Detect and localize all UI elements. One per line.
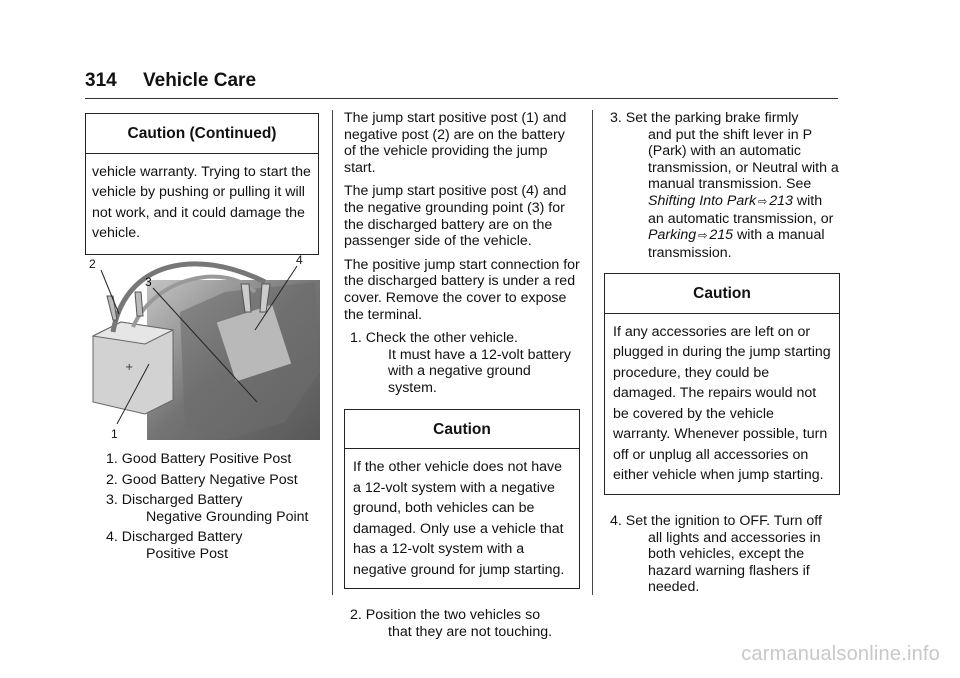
caution-box <box>604 273 840 495</box>
caution-box <box>344 409 580 590</box>
column-divider <box>332 110 333 595</box>
jump-start-diagram <box>85 252 320 440</box>
svg-text:+: + <box>125 362 134 373</box>
step-3: 3. Set the parking brake firmly and put the shift lever in P (Park) with an automatic transmission, or Neutral with a manual transmission. See Shifting Into Park ⇨ 213 with an automatic transmission, or Parking ⇨ 215 with a manual transmission. <box>610 110 839 261</box>
cross-reference-link[interactable]: Shifting Into Park ⇨ 213 <box>648 192 793 209</box>
column-3 <box>604 110 840 603</box>
callout-2: 2 <box>89 257 96 271</box>
caution-box-continued <box>85 113 319 255</box>
section-title: Vehicle Care <box>143 70 257 91</box>
callout-1: 1 <box>111 427 118 440</box>
step-4: 4. Set the ignition to OFF. Turn off all lights and accessories in both vehicles, except the hazard warning flashers if needed. <box>610 512 822 596</box>
legend-item: 2. Good Battery Negative Post <box>106 471 298 488</box>
page-header <box>85 70 256 92</box>
legend-list <box>106 451 328 567</box>
legend-item: 4. Discharged Battery Positive Post <box>106 529 243 562</box>
column-divider <box>592 110 593 595</box>
callout-3: 3 <box>145 275 152 289</box>
caution-body: vehicle warranty. Trying to start the vehicle by pushing or pulling it will not work, and it could damage the vehicle. <box>92 163 311 242</box>
caution-body: If the other vehicle does not have a 12-volt system with a negative ground, both vehicles can be damaged. Only use a vehicle that has a 12-volt system with a negative ground for jump starting. <box>353 459 565 578</box>
legend-item: 3. Discharged Battery Negative Grounding Point <box>106 492 309 525</box>
watermark: carmanualsonline.info <box>741 643 940 665</box>
paragraph: The jump start positive post (4) and the negative grounding point (3) for the discharged battery are on the passenger side of the vehicle. <box>344 183 567 250</box>
caution-body: If any accessories are left on or plugged in during the jump starting procedure, they could be damaged. The repairs would not be covered by the vehicle warranty. Whenever possible, turn off or unplug all accessories on either vehicle when jump starting. <box>613 323 831 484</box>
legend-item: 1. Good Battery Positive Post <box>106 451 292 467</box>
page-number: 314 <box>85 70 117 91</box>
paragraph: The jump start positive post (1) and negative post (2) are on the battery of the vehicle providing the jump start. <box>344 110 567 176</box>
caution-title: Caution <box>345 410 579 450</box>
callout-4: 4 <box>296 253 303 267</box>
cable-clamp <box>135 292 143 316</box>
cross-reference-link[interactable]: Parking ⇨ 215 <box>648 227 733 244</box>
paragraph: The positive jump start connection for the discharged battery is under a red cover. Remove the cover to expose the terminal. <box>344 256 580 323</box>
step-1: 1. Check the other vehicle. It must have a 12-volt battery with a negative ground system. <box>350 330 571 396</box>
header-rule <box>85 98 838 99</box>
column-1 <box>85 113 319 255</box>
cable-clamp <box>107 296 117 320</box>
column-2 <box>344 110 580 647</box>
page-arrow-icon: ⇨ <box>698 230 708 243</box>
page-arrow-icon: ⇨ <box>758 195 768 208</box>
caution-title: Caution (Continued) <box>86 114 318 154</box>
step-2: 2. Position the two vehicles so that they are not touching. <box>350 607 553 640</box>
caution-title: Caution <box>605 274 839 314</box>
